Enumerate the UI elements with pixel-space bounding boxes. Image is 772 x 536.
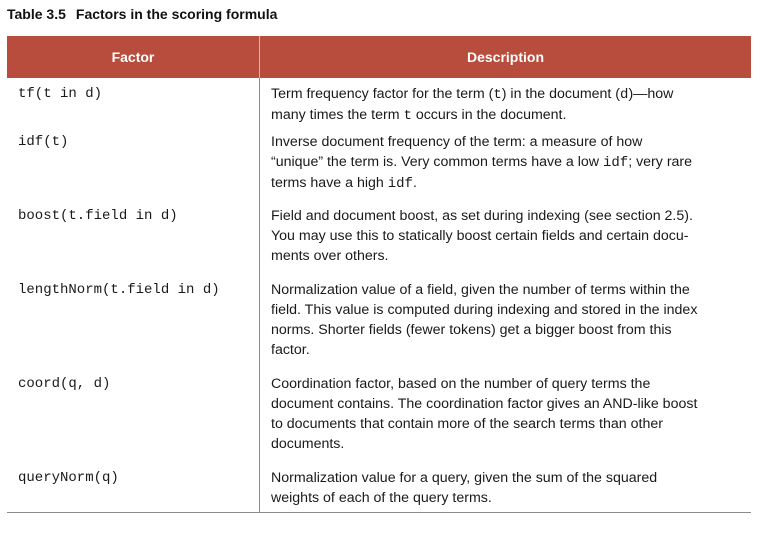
table-body [7, 78, 751, 513]
table-row [7, 468, 751, 513]
description-line: to documents that contain more of the search terms than other [271, 416, 663, 432]
table-title: Factors in the scoring formula [75, 6, 278, 22]
factor-cell: tf(t in d) [7, 78, 260, 132]
description-line: You may use this to statically boost certain fields and certain docu- [271, 228, 689, 244]
header-factor: Factor [7, 36, 260, 78]
description-line: “unique” the term is. Very common terms have a low idf; very rare [271, 154, 693, 171]
table-row [7, 206, 751, 280]
description-line: Inverse document frequency of the term: a measure of how [271, 134, 643, 150]
description-cell [260, 206, 752, 280]
description-line: Term frequency factor for the term (t) in the document (d)—how [271, 86, 674, 103]
scoring-factors-table [7, 36, 751, 513]
description-line: many times the term t occurs in the document. [271, 107, 567, 124]
description-line: weights of each of the query terms. [271, 490, 492, 506]
description-line: Normalization value for a query, given the sum of the squared [271, 470, 658, 486]
description-line: Field and document boost, as set during indexing (see section 2.5). [271, 208, 693, 224]
inline-code: idf [602, 155, 629, 171]
inline-code: idf [387, 176, 413, 192]
table-row [7, 280, 751, 374]
factor-cell: boost(t.field in d) [7, 206, 260, 280]
description-line: documents. [271, 436, 345, 452]
description-line: Coordination factor, based on the number of query terms the [271, 376, 651, 392]
description-cell [260, 132, 752, 206]
description-line: document contains. The coordination factor gives an AND-like boost [271, 396, 698, 412]
description-cell [260, 374, 752, 468]
description-cell [260, 468, 752, 513]
factor-cell: lengthNorm(t.field in d) [7, 280, 260, 374]
table-number: Table 3.5 [7, 6, 66, 22]
description-line: norms. Shorter fields (fewer tokens) get a bigger boost from this [271, 322, 672, 338]
inline-code: t [493, 87, 502, 103]
factor-cell: idf(t) [7, 132, 260, 206]
table-row [7, 132, 751, 206]
header-description: Description [260, 36, 752, 78]
factor-cell: queryNorm(q) [7, 468, 260, 513]
description-cell [260, 280, 752, 374]
table-row [7, 374, 751, 468]
description-line: field. This value is computed during indexing and stored in the index [271, 302, 698, 318]
inline-code: t [403, 108, 412, 124]
table-caption [7, 6, 277, 22]
description-line: Normalization value of a field, given the number of terms within the [271, 282, 690, 298]
factor-cell: coord(q, d) [7, 374, 260, 468]
description-line: terms have a high idf. [271, 175, 417, 192]
description-line: factor. [271, 342, 310, 358]
description-cell [260, 78, 752, 132]
description-line: ments over others. [271, 248, 389, 264]
table-header-row [7, 36, 751, 78]
table-row [7, 78, 751, 132]
inline-code: d [620, 87, 629, 103]
